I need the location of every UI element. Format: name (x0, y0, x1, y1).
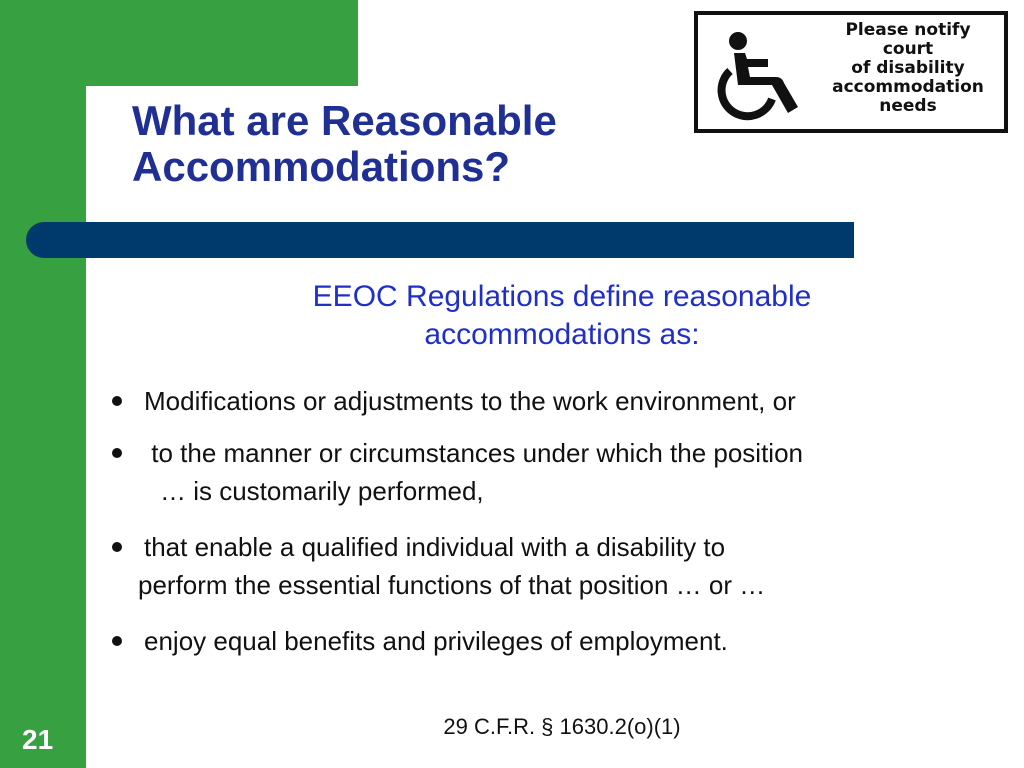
intro-text (200, 278, 924, 354)
bullet-dot (112, 542, 122, 552)
sign-text (816, 21, 1000, 116)
bullet-line: to the manner or circumstances under which the position (144, 438, 804, 468)
bullet-text (144, 622, 728, 660)
bullet-line: perform the essential functions of that position … or … (138, 570, 766, 600)
bullet-line: that enable a qualified individual with a disability to (144, 532, 726, 562)
bullet-dot (112, 636, 122, 646)
sign-line-3: of disability (851, 58, 965, 78)
title-line-2: Accommodations? (132, 143, 511, 190)
bullet-dot (112, 396, 122, 406)
bullet-text (144, 382, 796, 420)
sign-line-2: court (882, 39, 934, 59)
title-line-1: What are Reasonable (132, 97, 557, 144)
title-underline-bar (26, 222, 854, 258)
intro-line-1: EEOC Regulations define reasonable (312, 280, 812, 313)
bullet-line: … is customarily performed, (160, 476, 484, 506)
sign-line-4: accommodation (832, 77, 984, 97)
slide-number: 21 (22, 724, 54, 755)
citation: 29 C.F.R. § 1630.2(o)(1) (443, 714, 681, 739)
slide-title (132, 98, 692, 190)
sign-line-5: needs (879, 96, 937, 116)
bullet-text (144, 434, 803, 510)
sign-line-1: Please notify (845, 20, 971, 40)
green-frame-top (0, 0, 358, 86)
bullet-dot (112, 448, 122, 458)
green-frame-left (0, 0, 86, 768)
disability-notice-sign (694, 11, 1008, 133)
bullet-text (138, 528, 766, 604)
bullet-line: enjoy equal benefits and privileges of employment. (144, 626, 728, 656)
bullet-line: Modifications or adjustments to the work environment, or (144, 386, 796, 416)
intro-line-2: accommodations as: (424, 318, 700, 351)
wheelchair-icon (710, 29, 810, 125)
